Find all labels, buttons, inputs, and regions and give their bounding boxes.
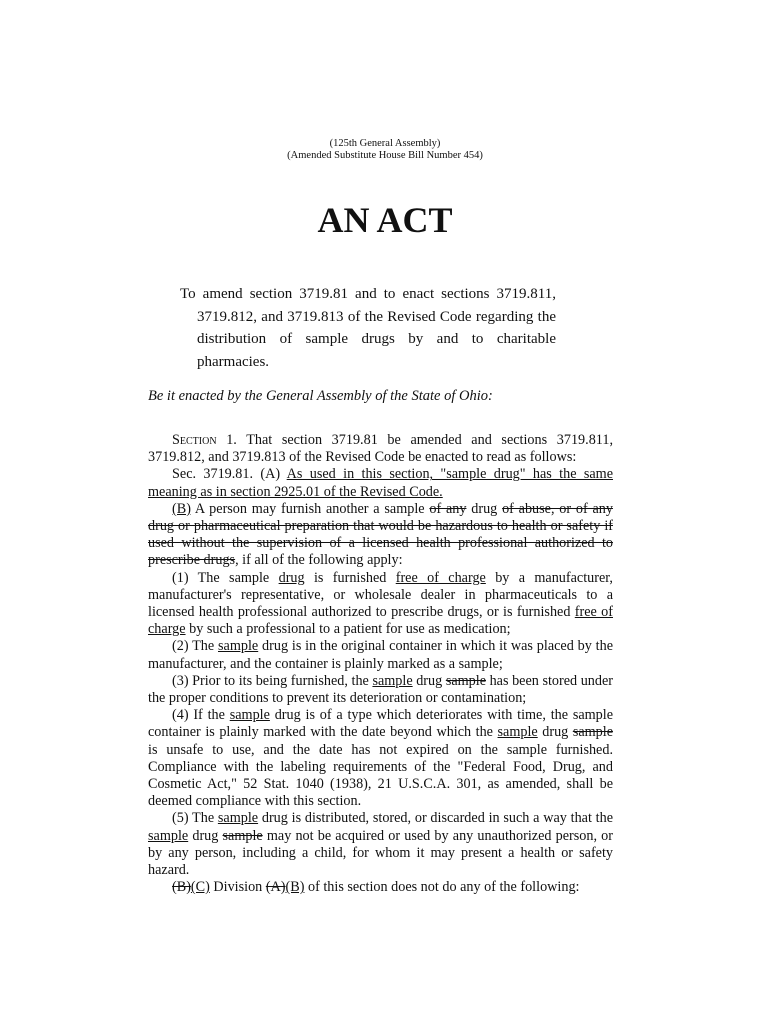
- assembly-line: (125th General Assembly): [329, 138, 441, 149]
- item-4: (4) If the sample drug is of a type which deteriorates with time, the sample container is plainly marked with the date beyond which the sample drug sample is unsafe to use, and the date has not expired on the sample furnished. Compliance with the labeling requirements of the "Federal Food, Drug, and Cosmetic Act," 52 Stat. 1040 (1938), 21 U.S.C.A. 301, as amended, shall be deemed compliance with this section.: [148, 707, 614, 810]
- deleted-text: sample: [445, 672, 486, 689]
- inserted-text: sample: [218, 638, 259, 655]
- inserted-text: sample: [372, 672, 413, 689]
- paragraph-b: (B) A person may furnish another a sample of any drug of abuse, or of any drug or pharmaceutical preparation that would be hazardous to health or safety if used without the supervision of a licensed health professional authorized to prescribe drugs, if all of the following apply:: [148, 500, 613, 569]
- section-label: Section: [172, 432, 217, 448]
- paragraph-c: (B)(C) Division (A)(B) of this section does not do any of the following:: [172, 879, 580, 896]
- sec-3719-81-paragraph-a: Sec. 3719.81. (A) As used in this section, "sample drug" has the same meaning as in section 2925.01 of the Revised Code.: [148, 466, 613, 500]
- item-3: (3) Prior to its being furnished, the sample drug sample has been stored under the proper conditions to prevent its deterioration or contamination;: [148, 672, 614, 707]
- deleted-text: of any: [429, 500, 467, 517]
- deleted-text: sample: [222, 827, 263, 844]
- bill-number-line: (Amended Substitute House Bill Number 454): [287, 150, 483, 161]
- inserted-text: (C): [190, 879, 210, 896]
- inserted-text: sample: [217, 810, 259, 827]
- inserted-text: free of charge: [148, 604, 613, 638]
- item-2: (2) The sample drug is in the original container in which it was placed by the manufacturer, and the container is plainly marked as a sample;: [148, 638, 613, 672]
- deleted-text: (B): [172, 879, 191, 896]
- deleted-text: of abuse, or of any drug or pharmaceutical preparation that would be hazardous to health or safety if used without the supervision of a licensed health professional authorized to prescribe drugs: [148, 500, 613, 569]
- inserted-text: drug: [278, 569, 305, 586]
- bill-header: [0, 138, 770, 162]
- item-1: (1) The sample drug is furnished free of charge by a manufacturer, manufacturer's representative, or wholesale dealer in pharmaceuticals to a licensed health professional authorized to prescribe drugs, or is furnished free of charge by such a professional to a patient for use as medication;: [148, 569, 613, 638]
- inserted-text: As used in this section, "sample drug" has the same meaning as in section 2925.01 of the Revised Code.: [148, 466, 613, 500]
- inserted-text: (B): [285, 879, 305, 896]
- inserted-text: sample: [148, 827, 189, 844]
- enacting-clause: Be it enacted by the General Assembly of the State of Ohio:: [148, 388, 493, 404]
- inserted-text: free of charge: [395, 569, 486, 586]
- inserted-text: (B): [172, 500, 191, 517]
- item-5: (5) The sample drug is distributed, stored, or discarded in such a way that the sample drug sample may not be acquired or used by any unauthorized person, or by any person, including a child, for whom it may present a health or safety hazard.: [148, 810, 613, 879]
- deleted-text: sample: [572, 724, 613, 741]
- section-1-paragraph: Section 1. That section 3719.81 be amended and sections 3719.811, 3719.812, and 3719.813 of the Revised Code be enacted to read as follows:: [148, 432, 613, 466]
- bill-body: [148, 432, 613, 896]
- deleted-text: (A): [265, 879, 286, 896]
- act-summary: To amend section 3719.81 and to enact sections 3719.811, 3719.812, and 3719.813 of the Revised Code regarding the distribution of sample drugs by and to charitable pharmacies.: [180, 286, 556, 370]
- document-title: AN ACT: [317, 200, 453, 240]
- inserted-text: sample: [497, 724, 538, 741]
- inserted-text: sample: [229, 707, 270, 724]
